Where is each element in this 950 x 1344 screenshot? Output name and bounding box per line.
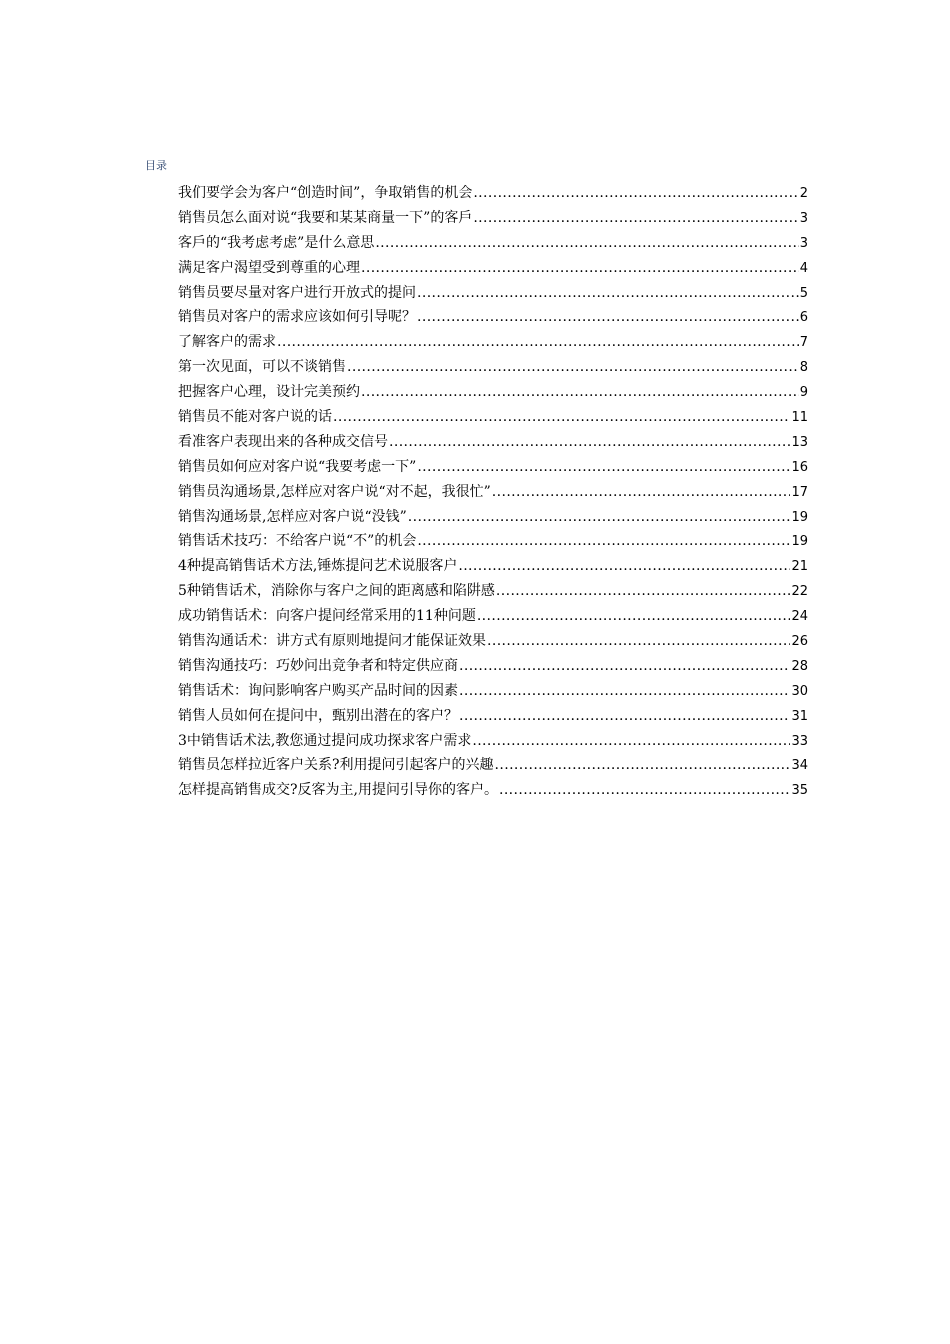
toc-entry-text: 5种销售话术，消除你与客户之间的距离感和陷阱感 (178, 583, 495, 600)
toc-entry[interactable] (178, 405, 808, 430)
toc-entry[interactable] (178, 629, 808, 654)
toc-title: 目录 (145, 159, 167, 172)
toc-page-number: 24 (791, 609, 808, 625)
toc-entry-text: 3中销售话术法,教您通过提问成功探求客户需求 (178, 732, 472, 749)
toc-entry-text: 销售人员如何在提问中，甄别出潜在的客户？ (178, 707, 458, 724)
toc-entry[interactable] (178, 380, 808, 405)
toc-page-number: 16 (791, 459, 808, 475)
toc-entry-text: 销售话术：询问影响客户购买产品时间的因素 (178, 682, 458, 699)
toc-entry-text: 了解客户的需求 (178, 334, 276, 351)
toc-entry[interactable] (178, 455, 808, 480)
toc-entry-text: 怎样提高销售成交?反客为主,用提问引导你的客户。 (178, 782, 498, 799)
toc-page-number: 22 (791, 584, 808, 600)
toc-dot-leader (417, 305, 799, 330)
toc-entry[interactable] (178, 256, 808, 281)
toc-page-number: 7 (799, 335, 808, 351)
toc-entry-text: 销售员要尽量对客户进行开放式的提问 (178, 284, 416, 301)
toc-entry-text: 销售员如何应对客户说“我要考虑一下” (178, 458, 417, 475)
toc-entry[interactable] (178, 579, 808, 604)
toc-entry-text: 我们要学会为客户“创造时间”，争取销售的机会 (178, 185, 473, 201)
toc-dot-leader (417, 281, 799, 306)
toc-entry-text: 销售沟通话术：讲方式有原则地提问才能保证效果 (178, 633, 486, 650)
toc-entry-text: 销售员沟通场景,怎样应对客户说“对不起，我很忙” (178, 483, 491, 500)
toc-entry-text: 销售沟通场景,怎样应对客户说“没钱” (178, 508, 407, 525)
toc-entry[interactable] (178, 529, 808, 554)
toc-page-number: 2 (799, 186, 808, 201)
toc-page-number: 6 (799, 310, 808, 326)
toc-entry[interactable] (178, 729, 808, 754)
toc-entry-text: 看准客户表现出来的各种成交信号 (178, 433, 388, 450)
toc-page-number: 8 (799, 360, 808, 376)
toc-dot-leader (458, 554, 790, 579)
toc-entry-text: 销售话术技巧：不给客户说“不”的机会 (178, 533, 417, 550)
toc-entry-text: 销售员对客户的需求应该如何引导呢？ (178, 309, 416, 326)
toc-dot-leader (492, 480, 791, 505)
toc-page-number: 9 (799, 385, 808, 401)
toc-entry[interactable] (178, 206, 808, 231)
toc-dot-leader (496, 579, 791, 604)
toc-entry[interactable] (178, 181, 808, 206)
toc-entry[interactable] (178, 231, 808, 256)
toc-entry[interactable] (178, 330, 808, 355)
toc-entry[interactable] (178, 778, 808, 803)
toc-entry[interactable] (178, 305, 808, 330)
toc-entry[interactable] (178, 679, 808, 704)
toc-dot-leader (417, 529, 790, 554)
toc-page-number: 4 (799, 260, 808, 276)
toc-entry[interactable] (178, 281, 808, 306)
toc-entry[interactable] (178, 480, 808, 505)
toc-dot-leader (472, 729, 790, 754)
toc-entry[interactable] (178, 704, 808, 729)
toc-page-number: 28 (791, 658, 808, 674)
toc-entry[interactable] (178, 554, 808, 579)
toc-entry-text: 客戶的“我考虑考虑”是什么意思 (178, 234, 375, 251)
toc-dot-leader (459, 654, 790, 679)
toc-dot-leader (487, 629, 790, 654)
toc-dot-leader (375, 231, 798, 256)
toc-entry-text: 第一次见面，可以不谈销售 (178, 359, 346, 376)
toc-dot-leader (389, 430, 790, 455)
toc-dot-leader (459, 679, 790, 704)
toc-page-number: 33 (791, 733, 808, 749)
toc-dot-leader (459, 704, 790, 729)
toc-entry[interactable] (178, 604, 808, 629)
toc-entry-text: 满足客户渴望受到尊重的心理 (178, 259, 360, 276)
toc-entry-text: 销售员怎么面对说“我要和某某商量一下”的客戶 (178, 209, 473, 226)
toc-page-number: 19 (791, 534, 808, 550)
toc-dot-leader (347, 355, 799, 380)
toc-entry[interactable] (178, 355, 808, 380)
toc-dot-leader (361, 380, 799, 405)
toc-entry-text: 销售员怎样拉近客户关系?利用提问引起客户的兴趣 (178, 757, 494, 774)
toc-dot-leader (495, 753, 791, 778)
toc-entry[interactable] (178, 505, 808, 530)
toc-entry[interactable] (178, 654, 808, 679)
toc-dot-leader (333, 405, 790, 430)
toc-page-number: 26 (791, 634, 808, 650)
toc-dot-leader (499, 778, 790, 803)
toc-page-number: 30 (791, 683, 808, 699)
toc-page-number: 5 (799, 285, 808, 301)
toc-page-number: 35 (791, 783, 808, 799)
toc-page-number: 3 (799, 210, 808, 226)
toc-entry[interactable] (178, 430, 808, 455)
toc-dot-leader (473, 206, 798, 231)
toc-entry-text: 销售沟通技巧：巧妙问出竞争者和特定供应商 (178, 657, 458, 674)
toc-dot-leader (361, 256, 799, 281)
toc-page-number: 31 (791, 708, 808, 724)
toc-page-number: 3 (799, 235, 808, 251)
toc-page-number: 17 (791, 484, 808, 500)
toc-page-number: 13 (791, 434, 808, 450)
toc-entry-text: 销售员不能对客户说的话 (178, 409, 332, 426)
toc-entry-text: 把握客户心理，设计完美预约 (178, 384, 360, 401)
toc-entry[interactable] (178, 753, 808, 778)
toc-list (178, 181, 808, 803)
toc-dot-leader (473, 181, 798, 206)
toc-dot-leader (408, 505, 791, 530)
toc-page-number: 34 (791, 758, 808, 774)
toc-dot-leader (477, 604, 791, 629)
toc-entry-text: 成功销售话术：向客户提问经常采用的11种问题 (178, 608, 476, 625)
toc-page-number: 21 (791, 559, 808, 575)
toc-page-number: 11 (791, 410, 808, 426)
toc-entry-text: 4种提高销售话术方法,锤炼提问艺术说服客户 (178, 558, 458, 575)
toc-page-number: 19 (791, 509, 808, 525)
toc-dot-leader (417, 455, 790, 480)
toc-dot-leader (277, 330, 799, 355)
